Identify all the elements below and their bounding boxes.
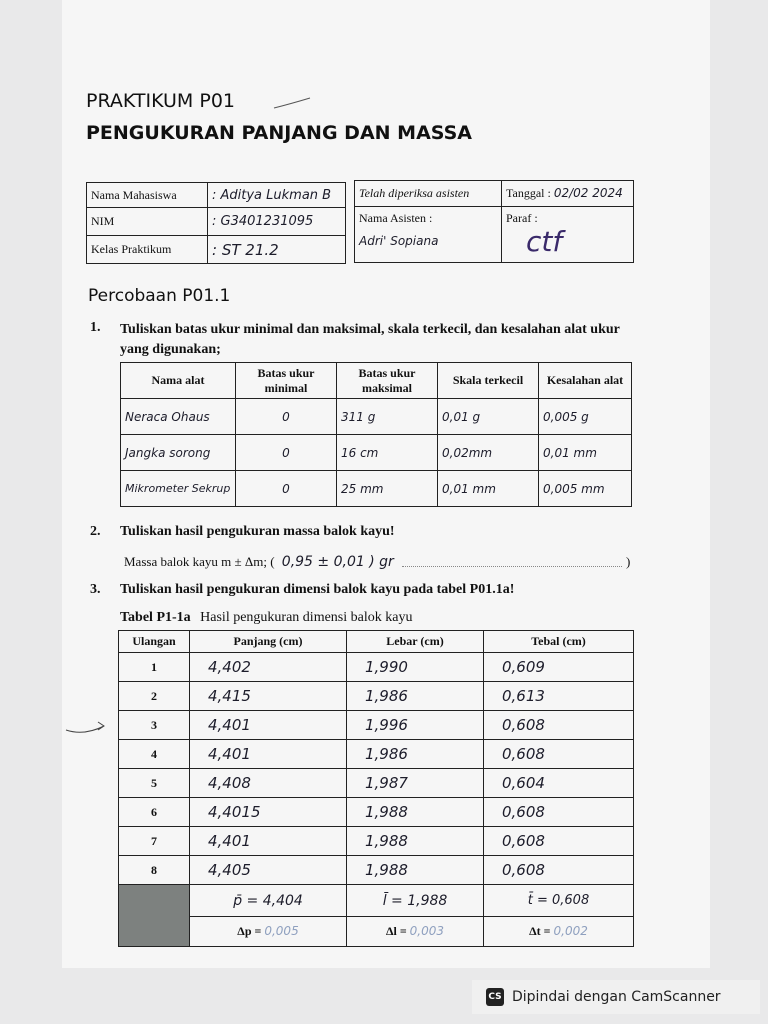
tool-scale: 0,02mm <box>438 435 539 471</box>
delta-p-value: 0,005 <box>264 924 299 938</box>
table-caption-label: Tabel P1-1a <box>120 610 191 625</box>
average-row <box>119 885 634 917</box>
dimension-table-header <box>119 631 634 653</box>
q2-text-bold: balok kayu! <box>323 524 395 539</box>
table-caption <box>120 610 412 626</box>
panjang-cell: 4,408 <box>190 769 347 798</box>
tebal-cell: 0,604 <box>484 769 634 798</box>
panjang-cell: 4,4015 <box>190 798 347 827</box>
q2-text <box>120 524 395 540</box>
delta-l-label: Δl = <box>385 924 407 938</box>
lebar-cell: 1,990 <box>347 653 484 682</box>
table-row <box>119 711 634 740</box>
panjang-cell: 4,401 <box>190 711 347 740</box>
header-ulangan: Ulangan <box>119 631 190 653</box>
tool-scale: 0,01 g <box>438 399 539 435</box>
q2-number: 2. <box>90 524 101 539</box>
arrow-doodle-icon <box>64 712 114 738</box>
panjang-cell: 4,402 <box>190 653 347 682</box>
tool-error: 0,005 mm <box>539 471 632 507</box>
panjang-cell: 4,415 <box>190 682 347 711</box>
name-value: : Aditya Lukman B <box>208 183 346 208</box>
average-tebal: t̄ = 0,608 <box>484 885 634 917</box>
assistant-info-table <box>354 180 634 263</box>
q2-text-pre: Tuliskan hasil pengukuran massa <box>120 524 324 539</box>
tool-table-header <box>121 363 632 399</box>
paraf-label: Paraf : <box>506 211 538 225</box>
ulangan-cell: 5 <box>119 769 190 798</box>
average-panjang: p̄ = 4,404 <box>190 885 347 917</box>
lebar-cell: 1,996 <box>347 711 484 740</box>
camscanner-logo-icon: CS <box>486 988 504 1006</box>
table-caption-text: Hasil pengukuran dimensi balok kayu <box>200 610 413 625</box>
lebar-cell: 1,988 <box>347 827 484 856</box>
tool-name: Mikrometer Sekrup <box>121 471 236 507</box>
q3-text-bold: balok kayu <box>333 582 401 597</box>
tool-table <box>120 362 632 507</box>
tebal-cell: 0,608 <box>484 856 634 885</box>
q1-number: 1. <box>90 320 101 335</box>
tool-scale: 0,01 mm <box>438 471 539 507</box>
header-batas-min: Batas ukur minimal <box>236 363 337 399</box>
q3-number: 3. <box>90 582 101 597</box>
tool-name: Jangka sorong <box>121 435 236 471</box>
student-info-table <box>86 182 346 264</box>
ulangan-cell: 6 <box>119 798 190 827</box>
delta-row <box>119 917 634 947</box>
q1-text: Tuliskan batas ukur minimal dan maksimal, skala terkecil, dan kesalahan alat ukur yang digunakan; <box>120 322 620 357</box>
tool-error: 0,01 mm <box>539 435 632 471</box>
tebal-cell: 0,613 <box>484 682 634 711</box>
dimension-table <box>118 630 634 947</box>
panjang-cell: 4,401 <box>190 827 347 856</box>
lebar-cell: 1,986 <box>347 682 484 711</box>
tebal-cell: 0,608 <box>484 711 634 740</box>
tool-min: 0 <box>236 471 337 507</box>
table-row <box>121 435 632 471</box>
ulangan-cell: 1 <box>119 653 190 682</box>
tebal-cell: 0,608 <box>484 740 634 769</box>
header-panjang: Panjang (cm) <box>190 631 347 653</box>
ulangan-cell: 7 <box>119 827 190 856</box>
delta-lebar <box>347 917 484 947</box>
assistant-cell <box>355 207 502 263</box>
section-title: Percobaan P01.1 <box>88 286 231 306</box>
tebal-cell: 0,608 <box>484 827 634 856</box>
page-title: PENGUKURAN PANJANG DAN MASSA <box>86 122 472 144</box>
checked-label: Telah diperiksa asisten <box>355 181 502 207</box>
delta-t-label: Δt = <box>529 924 551 938</box>
header-skala: Skala terkecil <box>438 363 539 399</box>
nim-value: : G3401231095 <box>208 208 346 236</box>
date-value: 02/02 2024 <box>553 186 623 200</box>
table-row <box>119 798 634 827</box>
table-row <box>119 682 634 711</box>
table-row <box>119 740 634 769</box>
ulangan-cell: 4 <box>119 740 190 769</box>
delta-t-value: 0,002 <box>553 924 588 938</box>
delta-p-label: Δp = <box>237 924 262 938</box>
tool-error: 0,005 g <box>539 399 632 435</box>
table-row <box>121 399 632 435</box>
tool-name: Neraca Ohaus <box>121 399 236 435</box>
date-cell <box>502 181 634 207</box>
kelas-label: Kelas Praktikum <box>87 236 208 264</box>
assistant-label: Nama Asisten : <box>359 211 433 225</box>
header-batas-max: Batas ukur maksimal <box>337 363 438 399</box>
lebar-cell: 1,988 <box>347 798 484 827</box>
header-nama-alat: Nama alat <box>121 363 236 399</box>
q3-text-pre: Tuliskan hasil pengukuran dimensi <box>120 582 334 597</box>
shaded-cell <box>119 885 190 947</box>
table-row <box>119 856 634 885</box>
lebar-cell: 1,986 <box>347 740 484 769</box>
lebar-cell: 1,987 <box>347 769 484 798</box>
mass-dotted-line <box>402 566 622 567</box>
camscanner-watermark <box>472 980 760 1014</box>
q3-text-post: pada tabel P01.1a! <box>400 582 515 597</box>
tool-min: 0 <box>236 435 337 471</box>
panjang-cell: 4,405 <box>190 856 347 885</box>
mass-close: ) <box>626 554 631 569</box>
tebal-cell: 0,609 <box>484 653 634 682</box>
paraf-signature: ctf <box>526 225 563 258</box>
mass-line <box>124 554 394 570</box>
panjang-cell: 4,401 <box>190 740 347 769</box>
q3-text <box>120 582 514 598</box>
delta-tebal <box>484 917 634 947</box>
practicum-label: PRAKTIKUM P01 <box>86 90 236 112</box>
header-kesalahan: Kesalahan alat <box>539 363 632 399</box>
table-row <box>119 769 634 798</box>
mass-label: Massa balok kayu m ± Δm; ( <box>124 554 275 569</box>
header-tebal: Tebal (cm) <box>484 631 634 653</box>
pen-mark-icon <box>272 96 312 108</box>
camscanner-text: Dipindai dengan CamScanner <box>512 989 721 1005</box>
assistant-value: Adri' Sopiana <box>359 234 439 248</box>
paraf-cell <box>502 207 634 263</box>
tebal-cell: 0,608 <box>484 798 634 827</box>
delta-panjang <box>190 917 347 947</box>
ulangan-cell: 2 <box>119 682 190 711</box>
header-lebar: Lebar (cm) <box>347 631 484 653</box>
delta-l-value: 0,003 <box>409 924 445 938</box>
table-row <box>119 827 634 856</box>
name-label: Nama Mahasiswa <box>87 183 208 208</box>
ulangan-cell: 3 <box>119 711 190 740</box>
tool-max: 311 g <box>337 399 438 435</box>
tool-min: 0 <box>236 399 337 435</box>
table-row <box>121 471 632 507</box>
lebar-cell: 1,988 <box>347 856 484 885</box>
ulangan-cell: 8 <box>119 856 190 885</box>
tool-max: 25 mm <box>337 471 438 507</box>
mass-value: 0,95 ± 0,01 ) gr <box>281 554 394 570</box>
tool-max: 16 cm <box>337 435 438 471</box>
date-label: Tanggal : <box>506 186 551 200</box>
kelas-value: : ST 21.2 <box>208 236 346 264</box>
nim-label: NIM <box>87 208 208 236</box>
average-lebar: l̄ = 1,988 <box>347 885 484 917</box>
table-row <box>119 653 634 682</box>
